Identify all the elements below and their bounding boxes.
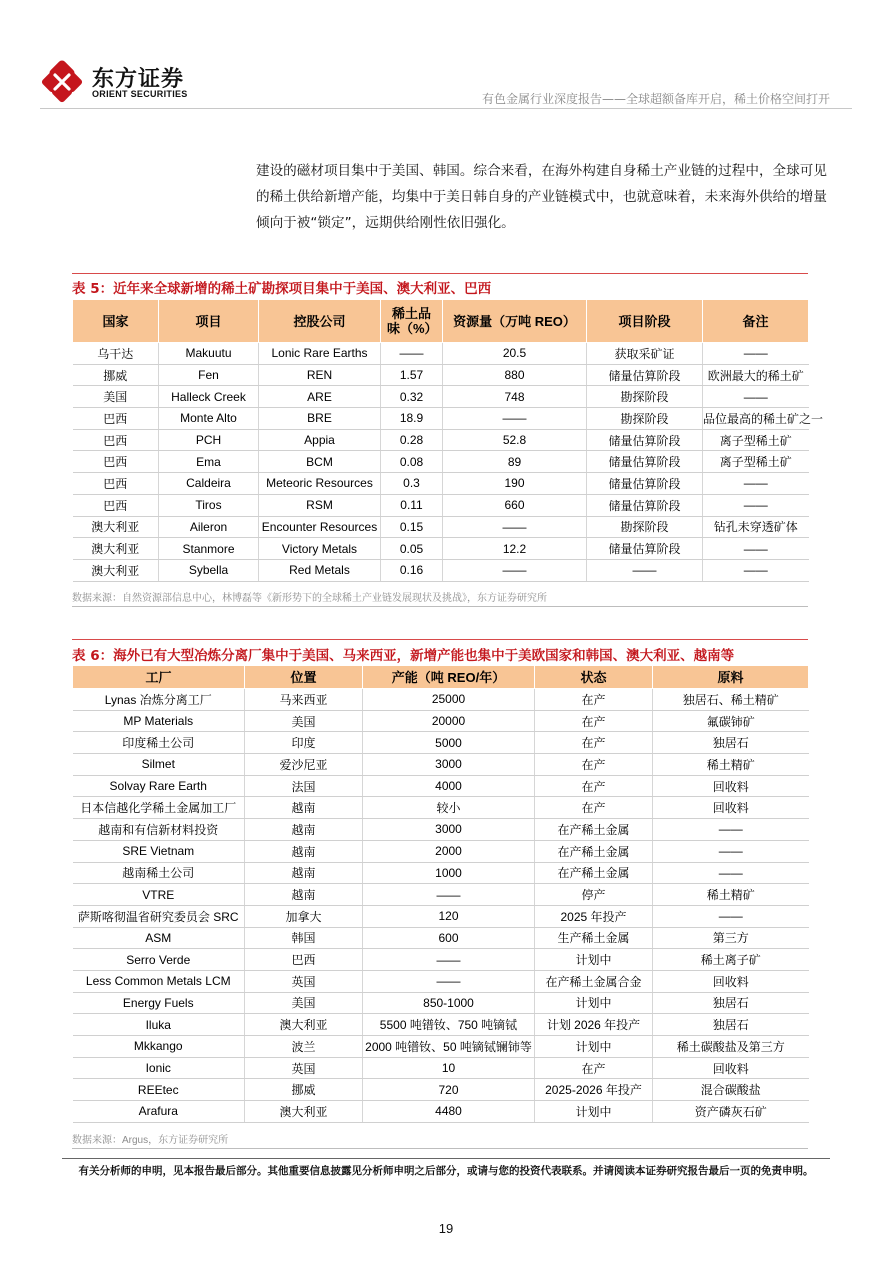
table5-row-cell: 澳大利亚 xyxy=(73,538,159,560)
table5-header-stage: 项目阶段 xyxy=(587,300,703,343)
table6-row-cell: 越南 xyxy=(245,862,363,884)
table5-row-cell: 储量估算阶段 xyxy=(587,451,703,473)
table6-row xyxy=(73,1036,809,1058)
table6-row-cell: 独居石 xyxy=(653,732,809,754)
table5-row xyxy=(73,516,809,538)
table6-row-cell: 越南 xyxy=(245,797,363,819)
table6-row-cell: 美国 xyxy=(245,992,363,1014)
table6-row xyxy=(73,1079,809,1101)
table5-row-cell: 12.2 xyxy=(443,538,587,560)
table6-row-cell: 日本信越化学稀土金属加工厂 xyxy=(73,797,245,819)
table5-row-cell: Aileron xyxy=(159,516,259,538)
table5 xyxy=(72,299,824,582)
table5-row-cell: 0.16 xyxy=(381,559,443,581)
table6-row-cell: 第三方 xyxy=(653,927,809,949)
table6-row-cell: 在产 xyxy=(535,1057,653,1079)
table6-row-cell: 独居石、稀土精矿 xyxy=(653,689,809,711)
table5-row-cell: 离子型稀土矿 xyxy=(703,429,809,451)
table6-row-cell: 巴西 xyxy=(245,949,363,971)
table5-row-cell: —— xyxy=(703,473,809,495)
orient-securities-logo-icon xyxy=(42,62,82,102)
table5-row xyxy=(73,451,809,473)
table6-row-cell: 挪威 xyxy=(245,1079,363,1101)
table6-row xyxy=(73,927,809,949)
table5-row-cell: 储量估算阶段 xyxy=(587,494,703,516)
table5-row-cell: 0.08 xyxy=(381,451,443,473)
table5-row xyxy=(73,559,809,581)
table6-row-cell: 在产稀土金属 xyxy=(535,840,653,862)
table6-row-cell: 回收料 xyxy=(653,775,809,797)
table6-row-cell: 混合碳酸盐 xyxy=(653,1079,809,1101)
table5-row-cell: Encounter Resources xyxy=(259,516,381,538)
table5-row-cell: Makuutu xyxy=(159,343,259,365)
disclaimer-text: 有关分析师的申明，见本报告最后部分。其他重要信息披露见分析师申明之后部分，或请与您的投资代表联系。并请阅读本证券研究报告最后一页的免责申明。 xyxy=(78,1165,814,1177)
table5-row-cell: Tiros xyxy=(159,494,259,516)
table6-row xyxy=(73,970,809,992)
table5-row xyxy=(73,494,809,516)
table6-row xyxy=(73,797,809,819)
table6-row-cell: 稀土精矿 xyxy=(653,884,809,906)
table6-row-cell: 越南稀土公司 xyxy=(73,862,245,884)
table5-row-cell: 660 xyxy=(443,494,587,516)
table6-row-cell: 在产 xyxy=(535,710,653,732)
table6-row-cell: —— xyxy=(363,970,535,992)
table5-row-cell: Stanmore xyxy=(159,538,259,560)
table6-row-cell: Mkkango xyxy=(73,1036,245,1058)
table6-row-cell: Lynas 冶炼分离工厂 xyxy=(73,689,245,711)
table6-row-cell: 1000 xyxy=(363,862,535,884)
table5-header-note: 备注 xyxy=(703,300,809,343)
table5-row-cell: 储量估算阶段 xyxy=(587,429,703,451)
table5-row-cell: REN xyxy=(259,364,381,386)
table5-row-cell: —— xyxy=(381,343,443,365)
table5-header-row xyxy=(73,300,809,343)
table5-row-cell: —— xyxy=(703,343,809,365)
table6-row xyxy=(73,905,809,927)
table5-row-cell: 18.9 xyxy=(381,408,443,430)
table5-row-cell: 品位最高的稀土矿之一 xyxy=(703,408,809,430)
table5-row-cell: 巴西 xyxy=(73,429,159,451)
table6-row xyxy=(73,1014,809,1036)
table6-row-cell: 越南 xyxy=(245,840,363,862)
table6-row-cell: 停产 xyxy=(535,884,653,906)
table5-row-cell: BCM xyxy=(259,451,381,473)
table5-row-cell: Victory Metals xyxy=(259,538,381,560)
table5-row-cell: —— xyxy=(587,559,703,581)
table5-source: 数据来源：自然资源部信息中心，林博磊等《新形势下的全球稀土产业链发展现状及挑战》，东方证券研究所 xyxy=(72,593,547,604)
table6-row-cell: VTRE xyxy=(73,884,245,906)
table6-row-cell: 爱沙尼亚 xyxy=(245,754,363,776)
table6-row-cell: 600 xyxy=(363,927,535,949)
table5-row-cell: —— xyxy=(703,559,809,581)
table6-row-cell: —— xyxy=(653,862,809,884)
table5-row-cell: Halleck Creek xyxy=(159,386,259,408)
table5-row-cell: 0.28 xyxy=(381,429,443,451)
table5-row-cell: 巴西 xyxy=(73,473,159,495)
table5-row-cell: 0.32 xyxy=(381,386,443,408)
table5-row-cell: 钻孔未穿透矿体 xyxy=(703,516,809,538)
table6-row-cell: 萨斯喀彻温省研究委员会 SRC xyxy=(73,905,245,927)
table5-row-cell: 52.8 xyxy=(443,429,587,451)
table5-row xyxy=(73,429,809,451)
table5-row-cell: 获取采矿证 xyxy=(587,343,703,365)
table6-row-cell: 法国 xyxy=(245,775,363,797)
table5-row-cell: 0.15 xyxy=(381,516,443,538)
table6-row-cell: 25000 xyxy=(363,689,535,711)
table6-row-cell: 10 xyxy=(363,1057,535,1079)
table5-row-cell: 0.05 xyxy=(381,538,443,560)
table6-row-cell: —— xyxy=(653,840,809,862)
table6-row-cell: 20000 xyxy=(363,710,535,732)
table6-row-cell: 2025-2026 年投产 xyxy=(535,1079,653,1101)
table5-row-cell: 欧洲最大的稀土矿 xyxy=(703,364,809,386)
brand-name-en: ORIENT SECURITIES xyxy=(92,89,188,99)
table6-row-cell: 2025 年投产 xyxy=(535,905,653,927)
table6-row-cell: 澳大利亚 xyxy=(245,1014,363,1036)
table5-row-cell: 0.3 xyxy=(381,473,443,495)
table6-row-cell: 马来西亚 xyxy=(245,689,363,711)
table6-row-cell: MP Materials xyxy=(73,710,245,732)
page-number: 19 xyxy=(438,1221,454,1236)
table5-row-cell: 储量估算阶段 xyxy=(587,538,703,560)
table6-row-cell: —— xyxy=(363,949,535,971)
table6-row-cell: 在产 xyxy=(535,775,653,797)
table5-row-cell: Lonic Rare Earths xyxy=(259,343,381,365)
report-title: 有色金属行业深度报告——全球超额备库开启，稀土价格空间打开 xyxy=(481,92,830,106)
table5-row-cell: 20.5 xyxy=(443,343,587,365)
table6-row-cell: 加拿大 xyxy=(245,905,363,927)
table5-row-cell: 澳大利亚 xyxy=(73,559,159,581)
table6-row-cell: 在产 xyxy=(535,797,653,819)
table6-row-cell: 5000 xyxy=(363,732,535,754)
table5-row-cell: 乌干达 xyxy=(73,343,159,365)
table5-row-cell: 190 xyxy=(443,473,587,495)
table6-header-location: 位置 xyxy=(245,666,363,689)
table5-row-cell: —— xyxy=(443,516,587,538)
header-divider xyxy=(40,108,852,109)
table5-header-resource: 资源量（万吨 REO） xyxy=(443,300,587,343)
table5-row-cell: 89 xyxy=(443,451,587,473)
table5-row-cell: 挪威 xyxy=(73,364,159,386)
table6-row-cell: 在产稀土金属 xyxy=(535,862,653,884)
table6-row-cell: Solvay Rare Earth xyxy=(73,775,245,797)
table5-row-cell: —— xyxy=(703,538,809,560)
table6-row-cell: 计划中 xyxy=(535,949,653,971)
table6-row-cell: 720 xyxy=(363,1079,535,1101)
table6-row xyxy=(73,1057,809,1079)
table6-row-cell: Iluka xyxy=(73,1014,245,1036)
table6-row-cell: 计划中 xyxy=(535,1101,653,1123)
table5-row xyxy=(73,364,809,386)
table6-header-row xyxy=(73,666,809,689)
table5-title: 表 5：近年来全球新增的稀土矿勘探项目集中于美国、澳大利亚、巴西 xyxy=(72,281,492,297)
table5-row-cell: RSM xyxy=(259,494,381,516)
table6-row xyxy=(73,992,809,1014)
table6-row-cell: 3000 xyxy=(363,819,535,841)
table6-row-cell: 印度稀土公司 xyxy=(73,732,245,754)
table5-row xyxy=(73,343,809,365)
table6-header-capacity: 产能（吨 REO/年） xyxy=(363,666,535,689)
table6-row xyxy=(73,862,809,884)
table6-row-cell: 生产稀土金属 xyxy=(535,927,653,949)
table6-row xyxy=(73,819,809,841)
table6-row xyxy=(73,1101,809,1123)
table6-top-rule xyxy=(72,639,808,640)
table5-row-cell: 巴西 xyxy=(73,408,159,430)
body-paragraph xyxy=(256,158,836,236)
table5-header-project: 项目 xyxy=(159,300,259,343)
table5-row-cell: Ema xyxy=(159,451,259,473)
table6-row-cell: 独居石 xyxy=(653,992,809,1014)
table5-row-cell: —— xyxy=(703,494,809,516)
table6-header-feedstock: 原料 xyxy=(653,666,809,689)
table6 xyxy=(72,665,809,1123)
table6-row-cell: Silmet xyxy=(73,754,245,776)
table6-row xyxy=(73,840,809,862)
table5-row-cell: 储量估算阶段 xyxy=(587,364,703,386)
body-paragraph-text: 建设的磁材项目集中于美国、韩国。综合来看，在海外构建自身稀土产业链的过程中，全球可见的稀土供给新增产能，均集中于美日韩自身的产业链模式中，也就意味着，未来海外供给的增量倾向于被“锁定”，远期供给刚性依旧强化。 xyxy=(256,163,827,231)
table5-row-cell: 1.57 xyxy=(381,364,443,386)
table6-row-cell: 韩国 xyxy=(245,927,363,949)
brand-name-cn: 东方证券 xyxy=(92,67,185,92)
table6-row-cell: —— xyxy=(653,819,809,841)
table5-header-grade: 稀土品味（%） xyxy=(381,300,443,343)
table5-row xyxy=(73,473,809,495)
table6-row-cell: 独居石 xyxy=(653,1014,809,1036)
table6-row-cell: 4000 xyxy=(363,775,535,797)
table6-source: 数据来源：Argus，东方证券研究所 xyxy=(72,1135,229,1146)
table5-row-cell: 748 xyxy=(443,386,587,408)
table6-row-cell: 850-1000 xyxy=(363,992,535,1014)
table6-row-cell: 计划 2026 年投产 xyxy=(535,1014,653,1036)
table6-row-cell: 印度 xyxy=(245,732,363,754)
table6-row-cell: 计划中 xyxy=(535,992,653,1014)
table6-row xyxy=(73,732,809,754)
table5-row-cell: Appia xyxy=(259,429,381,451)
table6-header-plant: 工厂 xyxy=(73,666,245,689)
table6-row-cell: 在产 xyxy=(535,689,653,711)
table6-row-cell: 稀土离子矿 xyxy=(653,949,809,971)
table6-row xyxy=(73,775,809,797)
table6-row-cell: SRE Vietnam xyxy=(73,840,245,862)
table6-row-cell: 2000 吨镨钕、50 吨镝铽镧铈等 xyxy=(363,1036,535,1058)
table6-row-cell: 英国 xyxy=(245,1057,363,1079)
table5-row-cell: 离子型稀土矿 xyxy=(703,451,809,473)
table5-row-cell: 储量估算阶段 xyxy=(587,473,703,495)
table5-row-cell: ARE xyxy=(259,386,381,408)
table5-row-cell: 880 xyxy=(443,364,587,386)
table6-row-cell: —— xyxy=(363,884,535,906)
table5-row-cell: Fen xyxy=(159,364,259,386)
table5-row-cell: Meteoric Resources xyxy=(259,473,381,495)
table6-row-cell: Ionic xyxy=(73,1057,245,1079)
table6-row-cell: 回收料 xyxy=(653,970,809,992)
table5-bottom-rule xyxy=(72,606,808,607)
table6-row-cell: 澳大利亚 xyxy=(245,1101,363,1123)
table5-row-cell: PCH xyxy=(159,429,259,451)
table6-row-cell: 2000 xyxy=(363,840,535,862)
table6-row-cell: 越南 xyxy=(245,884,363,906)
table6-row-cell: ASM xyxy=(73,927,245,949)
table5-row-cell: Sybella xyxy=(159,559,259,581)
table5-row-cell: 巴西 xyxy=(73,451,159,473)
table6-row-cell: REEtec xyxy=(73,1079,245,1101)
table5-row-cell: 美国 xyxy=(73,386,159,408)
table5-row xyxy=(73,408,809,430)
table6-row-cell: Energy Fuels xyxy=(73,992,245,1014)
table6-row-cell: 资产磷灰石矿 xyxy=(653,1101,809,1123)
table5-row xyxy=(73,386,809,408)
table6-row-cell: 稀土碳酸盐及第三方 xyxy=(653,1036,809,1058)
table6-row-cell: Arafura xyxy=(73,1101,245,1123)
table6-row-cell: —— xyxy=(653,905,809,927)
table5-row-cell: 勘探阶段 xyxy=(587,516,703,538)
table5-row-cell: —— xyxy=(443,559,587,581)
table6-row-cell: 氟碳铈矿 xyxy=(653,710,809,732)
table5-row xyxy=(73,538,809,560)
table6-row-cell: 回收料 xyxy=(653,1057,809,1079)
table6-row-cell: 波兰 xyxy=(245,1036,363,1058)
table6-title: 表 6：海外已有大型冶炼分离厂集中于美国、马来西亚，新增产能也集中于美欧国家和韩国、澳大利亚、越南等 xyxy=(72,648,735,664)
table6-row-cell: Less Common Metals LCM xyxy=(73,970,245,992)
table6-row-cell: 3000 xyxy=(363,754,535,776)
table5-row-cell: Red Metals xyxy=(259,559,381,581)
page-header xyxy=(0,0,892,112)
table5-row-cell: —— xyxy=(443,408,587,430)
table5-row-cell: 勘探阶段 xyxy=(587,386,703,408)
table6-row-cell: 在产稀土金属合金 xyxy=(535,970,653,992)
table6-row-cell: 回收料 xyxy=(653,797,809,819)
table6-row-cell: 越南和有信新材料投资 xyxy=(73,819,245,841)
table5-row-cell: Caldeira xyxy=(159,473,259,495)
table5-row-cell: 勘探阶段 xyxy=(587,408,703,430)
footer-divider xyxy=(62,1158,830,1159)
table5-row-cell: 澳大利亚 xyxy=(73,516,159,538)
table6-row xyxy=(73,689,809,711)
table6-row-cell: 英国 xyxy=(245,970,363,992)
table6-row-cell: Serro Verde xyxy=(73,949,245,971)
table5-top-rule xyxy=(72,273,808,274)
table6-row-cell: 越南 xyxy=(245,819,363,841)
table6-row-cell: 4480 xyxy=(363,1101,535,1123)
table5-header-country: 国家 xyxy=(73,300,159,343)
table6-row-cell: 稀土精矿 xyxy=(653,754,809,776)
table6-row-cell: 5500 吨镨钕、750 吨镝铽 xyxy=(363,1014,535,1036)
table6-row-cell: 120 xyxy=(363,905,535,927)
table5-row-cell: BRE xyxy=(259,408,381,430)
table5-row-cell: 巴西 xyxy=(73,494,159,516)
table5-row-cell: Monte Alto xyxy=(159,408,259,430)
table6-row-cell: 在产 xyxy=(535,732,653,754)
table6-row-cell: 美国 xyxy=(245,710,363,732)
table6-row xyxy=(73,949,809,971)
table5-row-cell: 0.11 xyxy=(381,494,443,516)
table6-header-status: 状态 xyxy=(535,666,653,689)
table5-header-company: 控股公司 xyxy=(259,300,381,343)
table6-row xyxy=(73,884,809,906)
table6-row-cell: 较小 xyxy=(363,797,535,819)
table6-row xyxy=(73,754,809,776)
table6-row-cell: 计划中 xyxy=(535,1036,653,1058)
table6-row xyxy=(73,710,809,732)
table6-row-cell: 在产稀土金属 xyxy=(535,819,653,841)
table5-row-cell: —— xyxy=(703,386,809,408)
table6-bottom-rule xyxy=(72,1148,808,1149)
table6-row-cell: 在产 xyxy=(535,754,653,776)
